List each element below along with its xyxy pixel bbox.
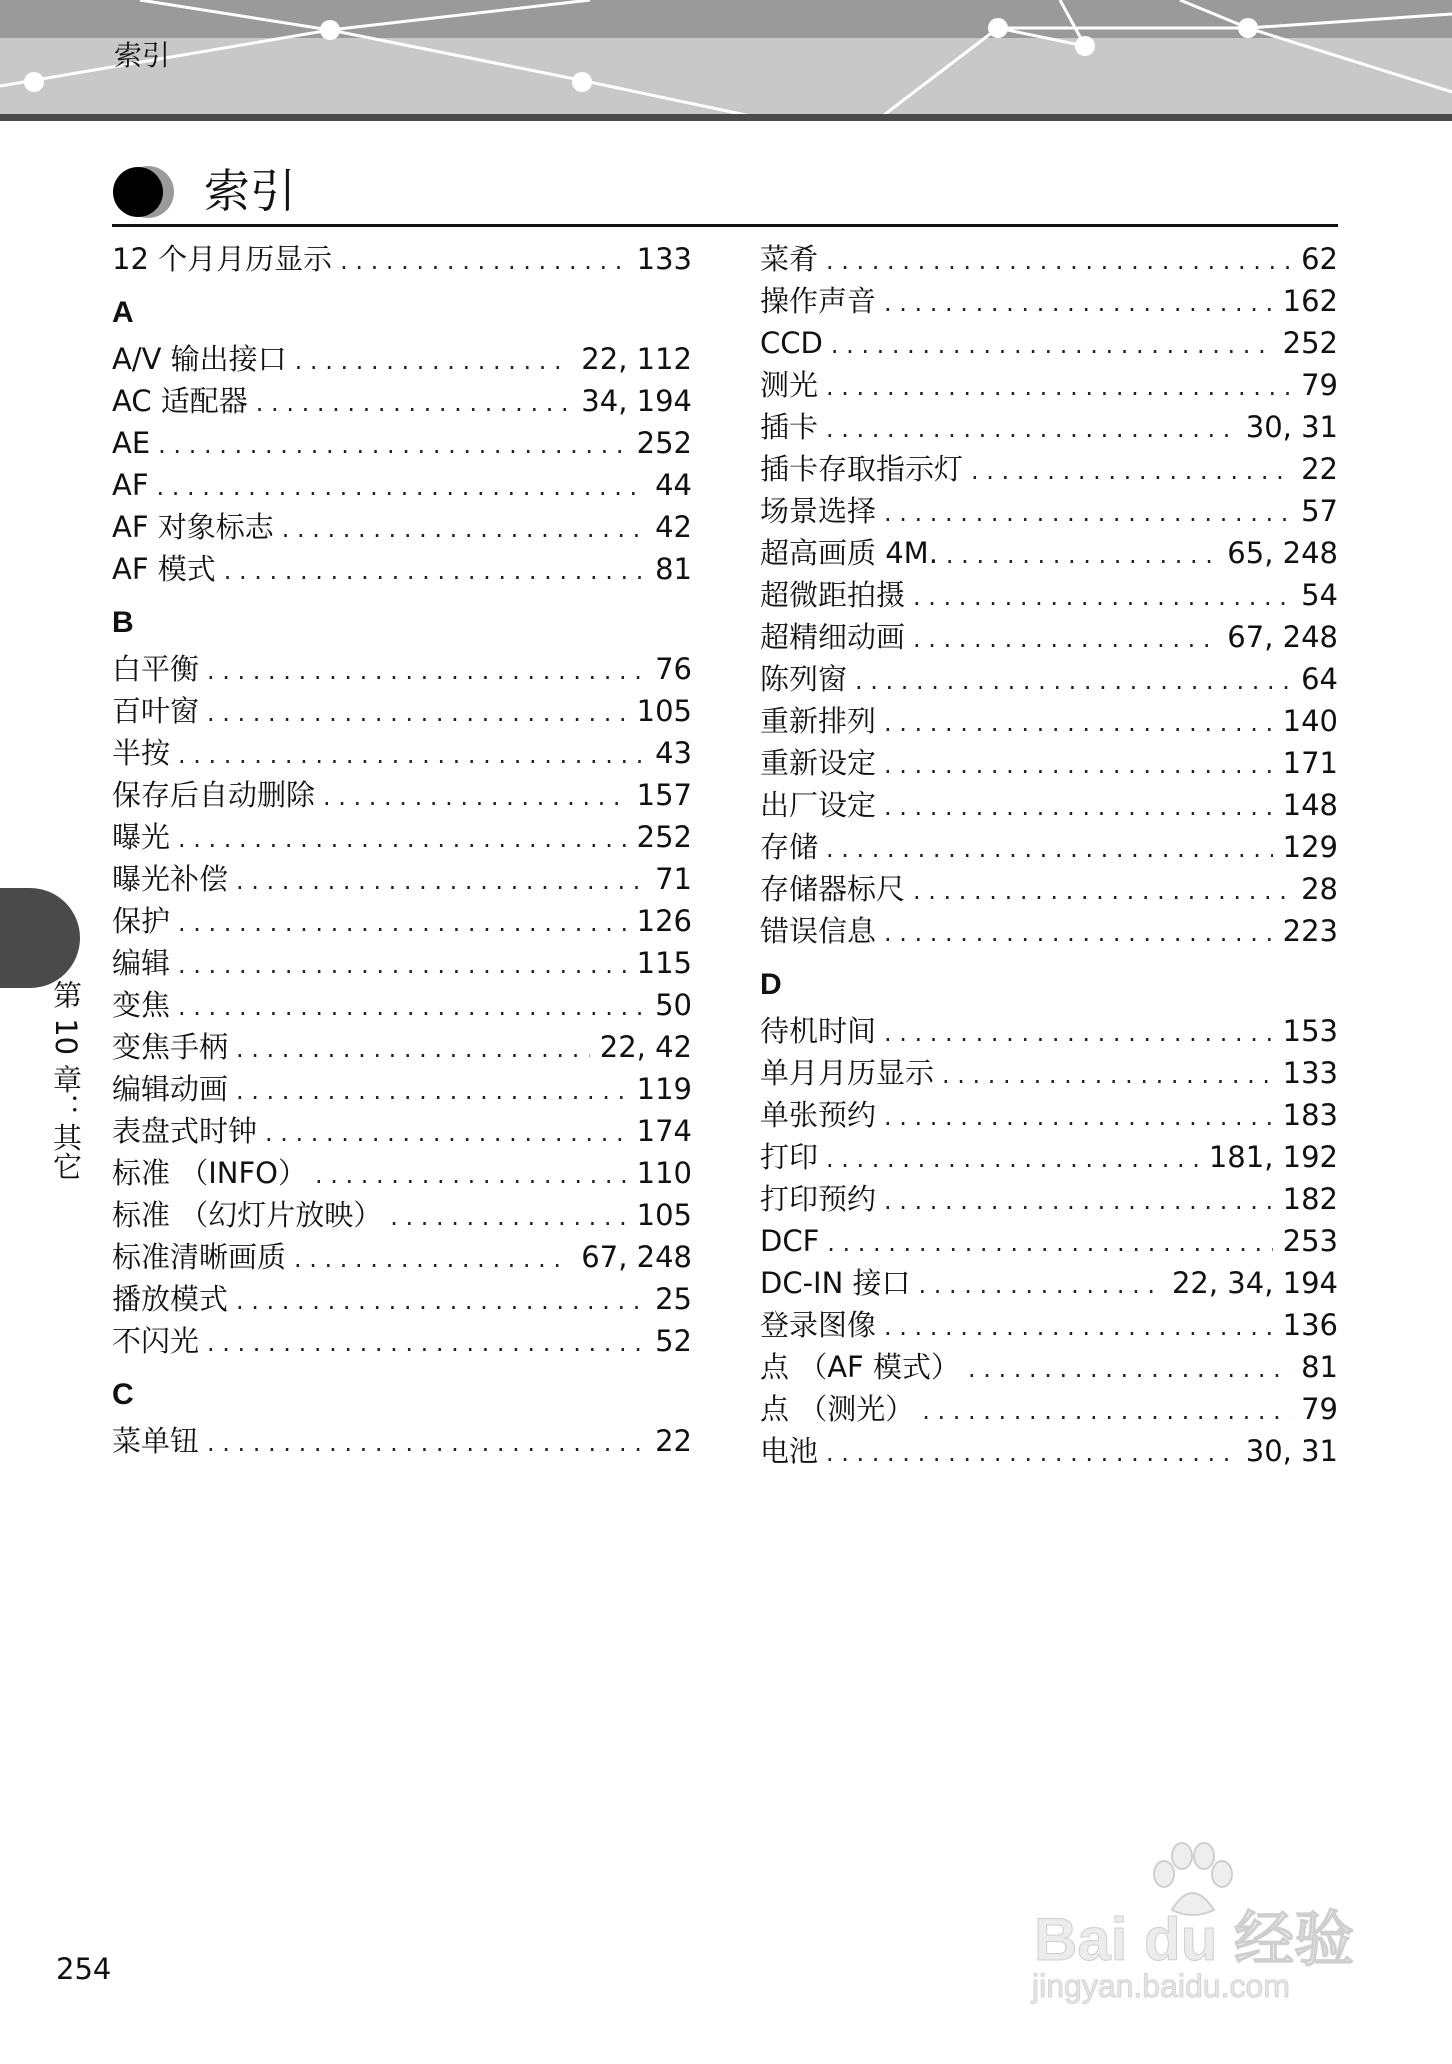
dot-leader	[922, 1390, 1291, 1430]
index-pages: 105	[636, 694, 692, 728]
index-term: 点 （测光）	[760, 1392, 915, 1426]
index-pages: 25	[655, 1282, 692, 1316]
index-entry	[760, 490, 1338, 532]
index-term: 标准清晰画质	[112, 1240, 287, 1274]
dot-leader	[340, 240, 627, 280]
dot-leader	[207, 692, 627, 732]
index-pages: 65, 248	[1227, 536, 1338, 570]
index-term: 变焦	[112, 988, 171, 1022]
index-entry	[760, 406, 1338, 448]
index-entry	[760, 1136, 1338, 1178]
page-title: 索引	[204, 164, 296, 218]
dot-leader	[178, 734, 645, 774]
index-term: 单张预约	[760, 1098, 877, 1132]
watermark-brand: Bai du 经验	[1034, 1906, 1355, 1973]
index-column-right	[760, 238, 1338, 1472]
index-pages: 42	[655, 510, 692, 544]
index-entry	[760, 238, 1338, 280]
index-pages: 223	[1282, 914, 1338, 948]
index-entry	[112, 338, 692, 380]
index-term: DC-IN 接口	[760, 1266, 911, 1300]
index-pages: 34, 194	[581, 384, 692, 418]
index-pages: 22, 34, 194	[1171, 1266, 1338, 1300]
running-title: 索引	[114, 39, 171, 72]
index-term: 重新设定	[760, 746, 877, 780]
index-entry	[760, 1430, 1338, 1472]
index-term: 曝光补偿	[112, 862, 229, 896]
index-term: DCF	[760, 1224, 820, 1258]
header-band	[0, 0, 1452, 120]
index-pages: 157	[636, 778, 692, 812]
dot-leader	[282, 508, 645, 548]
index-term: AF 模式	[112, 552, 216, 586]
page-number: 254	[56, 1952, 112, 1986]
index-entry	[112, 942, 692, 984]
index-pages: 148	[1282, 788, 1338, 822]
dot-leader	[913, 576, 1291, 616]
index-pages: 183	[1282, 1098, 1338, 1132]
dot-leader	[178, 902, 627, 942]
index-pages: 174	[636, 1114, 692, 1148]
chapter-tab	[0, 888, 80, 988]
dot-leader	[207, 1422, 645, 1462]
dot-leader	[884, 702, 1273, 742]
index-pages: 252	[636, 820, 692, 854]
index-pages: 67, 248	[581, 1240, 692, 1274]
index-entry	[112, 1236, 692, 1278]
index-term: 待机时间	[760, 1014, 877, 1048]
index-pages: 62	[1301, 242, 1338, 276]
dot-leader	[294, 1238, 571, 1278]
index-term: 存储器标尺	[760, 872, 906, 906]
index-term: 半按	[112, 736, 171, 770]
dot-leader	[826, 828, 1273, 868]
index-pages: 50	[655, 988, 692, 1022]
index-term: 保护	[112, 904, 171, 938]
dot-leader	[919, 1264, 1162, 1304]
index-entry	[760, 280, 1338, 322]
dot-leader	[207, 1322, 645, 1362]
index-entry	[760, 1052, 1338, 1094]
index-pages: 253	[1282, 1224, 1338, 1258]
dot-leader	[236, 1070, 627, 1110]
index-entry	[760, 910, 1338, 952]
index-term: AE	[112, 426, 151, 460]
dot-leader	[158, 424, 626, 464]
index-entry	[760, 1010, 1338, 1052]
index-pages: 126	[636, 904, 692, 938]
dot-leader	[826, 240, 1291, 280]
index-term: 变焦手柄	[112, 1030, 229, 1064]
index-pages: 171	[1282, 746, 1338, 780]
index-entry	[760, 532, 1338, 574]
section-letter: D	[760, 968, 782, 1001]
dot-leader	[826, 1138, 1199, 1178]
title-rule	[112, 224, 1338, 227]
dot-leader	[884, 282, 1273, 322]
index-entry	[760, 1388, 1338, 1430]
index-column-left	[112, 238, 692, 1462]
index-entry	[112, 238, 692, 280]
index-pages: 54	[1301, 578, 1338, 612]
index-term: AC 适配器	[112, 384, 248, 418]
index-pages: 252	[1282, 326, 1338, 360]
dot-leader	[971, 450, 1291, 490]
index-entry	[760, 322, 1338, 364]
index-pages: 153	[1282, 1014, 1338, 1048]
dot-leader	[884, 912, 1273, 952]
dot-leader	[826, 366, 1291, 406]
dot-leader	[207, 650, 645, 690]
dot-leader	[256, 382, 572, 422]
index-pages: 133	[1282, 1056, 1338, 1090]
index-entry	[112, 1278, 692, 1320]
dot-leader	[323, 776, 627, 816]
dot-leader	[831, 324, 1273, 364]
dot-leader	[826, 1432, 1236, 1472]
index-term: 标准 （幻灯片放映）	[112, 1198, 383, 1232]
index-entry	[760, 1220, 1338, 1262]
dot-leader	[178, 986, 645, 1026]
index-pages: 81	[655, 552, 692, 586]
index-entry	[112, 1320, 692, 1362]
index-term: 不闪光	[112, 1324, 200, 1358]
index-term: 超高画质 4M.	[760, 536, 938, 570]
index-term: 编辑	[112, 946, 171, 980]
index-term: 白平衡	[112, 652, 200, 686]
index-pages: 140	[1282, 704, 1338, 738]
index-entry	[760, 616, 1338, 658]
dot-leader	[884, 492, 1291, 532]
dot-leader	[968, 1348, 1291, 1388]
index-entry	[112, 816, 692, 858]
index-entry	[112, 506, 692, 548]
index-pages: 52	[655, 1324, 692, 1358]
index-term: 百叶窗	[112, 694, 200, 728]
index-term: 打印预约	[760, 1182, 877, 1216]
dot-leader	[224, 550, 645, 590]
index-entry	[112, 732, 692, 774]
index-term: CCD	[760, 326, 823, 360]
index-term: 12 个月月历显示	[112, 242, 333, 276]
index-term: 插卡	[760, 410, 819, 444]
index-pages: 181, 192	[1208, 1140, 1338, 1174]
index-pages: 30, 31	[1245, 410, 1338, 444]
index-entry	[112, 690, 692, 732]
dot-leader	[827, 1222, 1272, 1262]
index-entry	[760, 826, 1338, 868]
dot-leader	[390, 1196, 626, 1236]
index-entry	[112, 858, 692, 900]
index-pages: 30, 31	[1245, 1434, 1338, 1468]
dot-leader	[295, 340, 572, 380]
index-term: 点 （AF 模式）	[760, 1350, 960, 1384]
dot-leader	[157, 466, 646, 506]
index-term: 操作声音	[760, 284, 877, 318]
dot-leader	[884, 1096, 1273, 1136]
index-pages: 64	[1301, 662, 1338, 696]
index-entry	[760, 1178, 1338, 1220]
dot-leader	[884, 744, 1273, 784]
dot-leader	[855, 660, 1291, 700]
index-entry	[760, 364, 1338, 406]
index-pages: 182	[1282, 1182, 1338, 1216]
index-entry	[112, 464, 692, 506]
index-term: AF	[112, 468, 149, 502]
index-entry	[112, 774, 692, 816]
index-term: 重新排列	[760, 704, 877, 738]
baidu-watermark	[1028, 1840, 1368, 2020]
index-entry	[760, 700, 1338, 742]
index-pages: 129	[1282, 830, 1338, 864]
dot-leader	[236, 860, 645, 900]
index-entry	[112, 1110, 692, 1152]
index-term: 保存后自动删除	[112, 778, 316, 812]
dot-leader	[826, 408, 1236, 448]
index-pages: 136	[1282, 1308, 1338, 1342]
index-term: 错误信息	[760, 914, 877, 948]
index-pages: 43	[655, 736, 692, 770]
index-entry	[760, 1346, 1338, 1388]
index-entry	[112, 380, 692, 422]
dot-leader	[315, 1154, 627, 1194]
index-term: 曝光	[112, 820, 171, 854]
index-term: 打印	[760, 1140, 819, 1174]
dot-leader	[884, 786, 1273, 826]
dot-leader	[942, 1054, 1273, 1094]
index-pages: 44	[655, 468, 692, 502]
index-term: 超精细动画	[760, 620, 906, 654]
index-term: 单月月历显示	[760, 1056, 935, 1090]
index-entry	[760, 658, 1338, 700]
index-entry	[760, 1262, 1338, 1304]
index-pages: 22, 42	[599, 1030, 692, 1064]
index-entry	[112, 1194, 692, 1236]
index-term: 超微距拍摄	[760, 578, 906, 612]
title-bullet-icon	[112, 164, 178, 220]
chapter-label: 第 10 章：其它	[49, 980, 83, 1181]
dot-leader	[946, 534, 1217, 574]
index-term: A/V 输出接口	[112, 342, 287, 376]
index-pages: 162	[1282, 284, 1338, 318]
index-term: 存储	[760, 830, 819, 864]
dot-leader	[913, 870, 1291, 910]
dot-leader	[236, 1280, 645, 1320]
index-term: 测光	[760, 368, 819, 402]
dot-leader	[884, 1306, 1273, 1346]
index-pages: 28	[1301, 872, 1338, 906]
dot-leader	[236, 1028, 590, 1068]
index-entry	[760, 574, 1338, 616]
section-letter: B	[112, 606, 134, 639]
index-entry	[760, 742, 1338, 784]
dot-leader	[178, 818, 627, 858]
index-entry	[760, 868, 1338, 910]
index-pages: 81	[1301, 1350, 1338, 1384]
index-term: 菜单钮	[112, 1424, 200, 1458]
index-entry	[112, 648, 692, 690]
index-pages: 115	[636, 946, 692, 980]
dot-leader	[913, 618, 1217, 658]
dot-leader	[884, 1180, 1273, 1220]
index-term: 标准 （INFO）	[112, 1156, 307, 1190]
section-letter: C	[112, 1378, 134, 1411]
index-entry	[760, 784, 1338, 826]
index-pages: 79	[1301, 368, 1338, 402]
index-pages: 22	[1301, 452, 1338, 486]
index-entry	[112, 1068, 692, 1110]
index-pages: 57	[1301, 494, 1338, 528]
index-term: 登录图像	[760, 1308, 877, 1342]
index-pages: 71	[655, 862, 692, 896]
section-letter: A	[112, 296, 134, 329]
index-term: 插卡存取指示灯	[760, 452, 964, 486]
header-bottom-line	[0, 114, 1452, 121]
index-term: AF 对象标志	[112, 510, 274, 544]
index-entry	[760, 1094, 1338, 1136]
dot-leader	[884, 1012, 1273, 1052]
index-term: 电池	[760, 1434, 819, 1468]
index-pages: 110	[636, 1156, 692, 1190]
index-pages: 119	[636, 1072, 692, 1106]
index-pages: 22	[655, 1424, 692, 1458]
index-entry	[112, 1420, 692, 1462]
index-term: 表盘式时钟	[112, 1114, 258, 1148]
header-network-decoration	[0, 0, 1452, 120]
index-pages: 252	[636, 426, 692, 460]
index-entry	[112, 1152, 692, 1194]
index-pages: 76	[655, 652, 692, 686]
index-term: 陈列窗	[760, 662, 848, 696]
index-pages: 67, 248	[1227, 620, 1338, 654]
index-term: 场景选择	[760, 494, 877, 528]
index-term: 播放模式	[112, 1282, 229, 1316]
index-entry	[112, 548, 692, 590]
dot-leader	[178, 944, 627, 984]
watermark-url: jingyan.baidu.com	[1032, 1968, 1290, 2004]
index-entry	[112, 900, 692, 942]
index-term: 菜肴	[760, 242, 819, 276]
index-pages: 79	[1301, 1392, 1338, 1426]
index-pages: 22, 112	[581, 342, 692, 376]
index-term: 编辑动画	[112, 1072, 229, 1106]
index-entry	[760, 1304, 1338, 1346]
index-entry	[112, 1026, 692, 1068]
index-title-block	[112, 160, 1338, 226]
index-pages: 133	[636, 242, 692, 276]
index-entry	[112, 984, 692, 1026]
index-pages: 105	[636, 1198, 692, 1232]
index-entry	[760, 448, 1338, 490]
index-term: 出厂设定	[760, 788, 877, 822]
index-entry	[112, 422, 692, 464]
dot-leader	[265, 1112, 627, 1152]
